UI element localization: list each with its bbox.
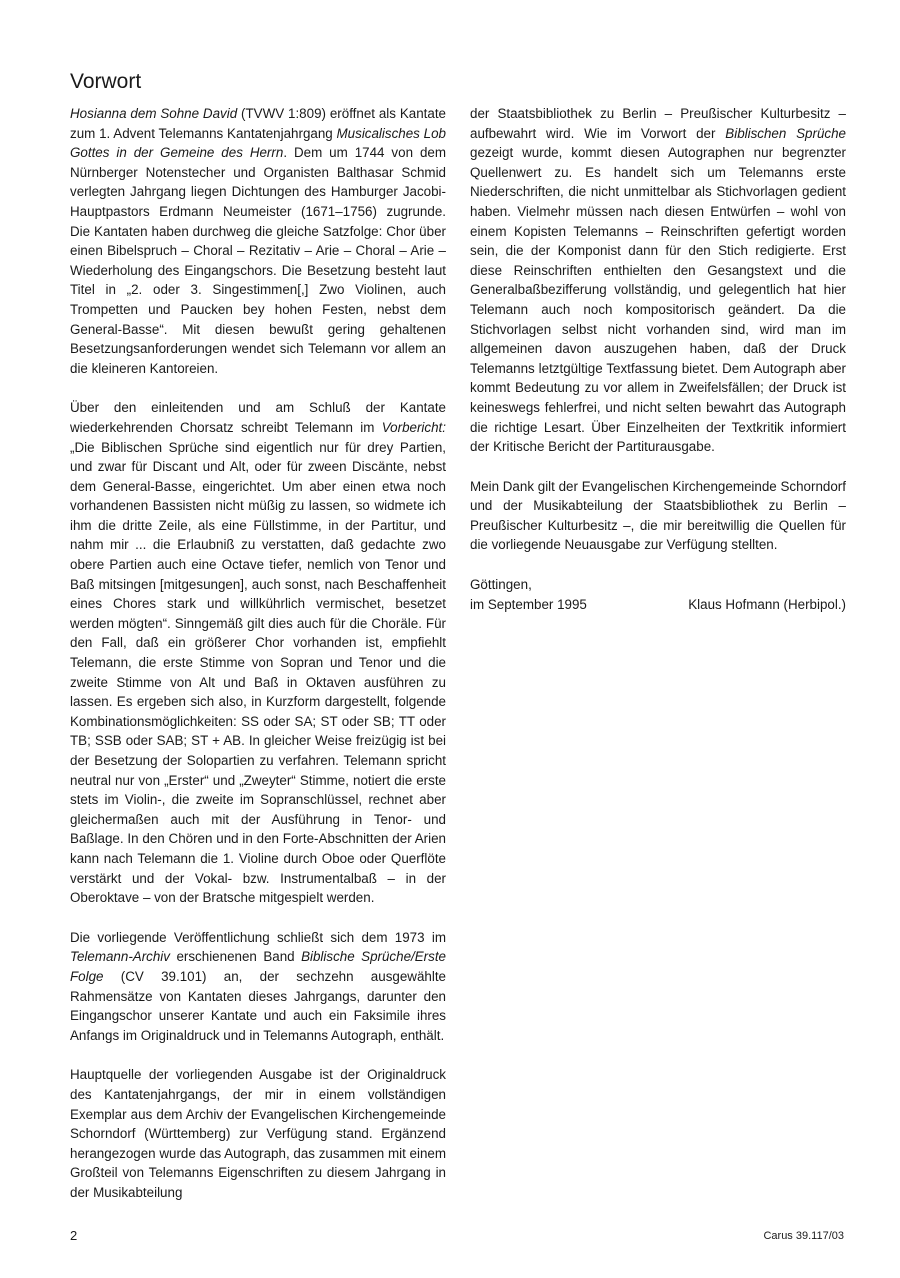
signoff-author: Klaus Hofmann (Herbipol.): [688, 596, 846, 612]
paragraph-sources: Hauptquelle der vorliegenden Ausgabe ist der Originaldruck des Kantatenjahrgangs, der mir in einem vollständigen Exemplar aus dem Archiv der Evangelischen Kirchengemeinde Schorndorf (Württemberg) zur Verfügung stand. Ergänzend herangezogen wurde das Autograph, das zusammen mit einem Großteil von Telemanns Eigenschriften zu diesem Jahrgang in der Musikabteilung: [70, 1067, 446, 1200]
page-title: Vorwort: [70, 70, 142, 93]
volume-ref: Biblische Sprüche/Erste Folge: [70, 949, 446, 984]
work-ref: Biblischen Sprüche: [725, 125, 846, 141]
signoff-date: im September 1995: [470, 596, 587, 612]
vorbericht-ref: Vorbericht:: [381, 419, 446, 435]
paragraph-intro: Hosianna dem Sohne David (TVWV 1:809) eröffnet als Kantate zum 1. Advent Telemanns Kantatenjahrgang Musicalisches Lob Gottes in der Gemeine des Herrn. Dem um 1744 von dem Nürnberger Notenstecher und Organisten Balthasar Schmid verlegten Jahrgang liegen Dichtungen des Hamburger Jacobi-Hauptpastors Erdmann Neumeister (1671–1756) zugrunde. Die Kantaten haben durchweg die gleiche Satzfolge: Chor über einen Bibelspruch – Choral – Rezitativ – Arie – Choral – Arie – Wiederholung des Eingangschors. Die Besetzung besteht laut Titel in „2. oder 3. Singestimmen[,] Zwo Violinen, auch Trompetten und Paucken bey hohen Festen, nebst dem General-Basse“. Mit diesen bewußt gering gehaltenen Besetzungsanforderungen wendet sich Telemann vor allem an die kleineren Kantoreien.: [70, 106, 447, 376]
paragraph-publication: Die vorliegende Veröffentlichung schließt sich dem 1973 im Telemann-Archiv erschienenen Band Biblische Sprüche/Erste Folge (CV 39.101) an, der sechzehn ausgewählte Rahmensätze von Kantaten dieses Jahrgangs, darunter den Eingangschor unserer Kantate und auch ein Faksimile ihres Anfangs im Originaldruck und in Telemanns Autograph, enthält.: [70, 929, 446, 1043]
paragraph-autograph: der Staatsbibliothek zu Berlin – Preußischer Kulturbesitz – aufbewahrt wird. Wie im Vorwort der Biblischen Sprüche gezeigt wurde, kommt diesen Autographen nur begrenzter Quellenwert zu. Es handelt sich um Telemanns erste Niederschriften, die nicht unmittelbar als Stichvorlagen gedient haben. Vielmehr müssen nach diesen Entwürfen – wohl von einem Kopisten Telemanns – Reinschriften gefertigt worden sein, die der Komponist dann für den Stich redigierte. Erst diese Reinschriften enthielten den Gesangstext und die Generalbaßbezifferung vollständig, und gelegentlich hat hier Telemann auch noch kompositorisch geändert. Da die Stichvorlagen selbst nicht vorhanden sind, wird man im allgemeinen davon auszugehen haben, daß der Druck Telemanns letztgültige Textfassung bietet. Dem Autograph aber kommt Bedeutung zu vor allem in Zweifelsfällen; der Druck ist keineswegs fehlerfrei, und nicht selten bewahrt das Autograph die richtige Lesart. Über Einzelheiten der Textkritik informiert der Kritische Bericht der Partiturausgabe.: [470, 106, 846, 455]
signoff-row: [470, 595, 846, 615]
paragraph-chorsatz: Über den einleitenden und am Schluß der Kantate wiederkehrenden Chorsatz schreibt Telemann im Vorbericht: „Die Biblischen Sprüche sind eigentlich nur für drey Partien, und zwar für Discant und Alt, oder für zween Discänte, nebst dem General-Basse, eingerichtet. Um aber einen etwa noch vorhandenen Bassisten nicht müßig zu lassen, so widmete ich ihm die dritte Zeile, als eine Füllstimme, in der Partitur, und nahm mir ... die Erlaubniß zu verstatten, daß gedachte zwo obere Partien auch eine Octave tiefer, nemlich von Tenor und Baß mitsingen [mitgesungen], auch sonst, nach Beschaffenheit eines Chores stark und willkührlich vermischet, besetzet werden mögten“. Sinngemäß gilt dies auch für die Choräle. Für den Fall, daß ein größerer Chor vorhanden ist, empfiehlt Telemann, die erste Stimme von Sopran und Tenor und die zweite Stimme von Alt und Baß in Oktaven ausführen zu lassen. Es ergeben sich also, in Kurzform dargestellt, folgende Kombinationsmöglichkeiten: SS oder SA; ST oder SB; TT oder TB; SSB oder SAB; ST + AB. In gleicher Weise freizügig ist bei der Besetzung der Solopartien zu verfahren. Telemann spricht neutral nur von „Erster“ und „Zweyter“ Stimme, notiert die erste stets im Violin-, die zweite im Sopranschlüssel, rechnet aber gleichermaßen auch mit der Ausführung in Tenor- und Baßlage. In den Chören und in den Forte-Abschnitten der Arien kann nach Telemann die 1. Violine durch Oboe oder Querflöte verstärkt und der Vokal- bzw. Instrumentalbaß – in der Oberoktave – von der Bratsche mitgespielt werden.: [70, 400, 446, 906]
left-column: [70, 104, 446, 1222]
archive-ref: Telemann-Archiv: [70, 949, 170, 965]
page-number: 2: [70, 1228, 78, 1243]
signoff-place: Göttingen,: [470, 577, 532, 593]
cycle-title: Musicalisches Lob Gottes in der Gemeine des Herrn: [70, 125, 446, 161]
paragraph-thanks: Mein Dank gilt der Evangelischen Kirchengemeinde Schorndorf und der Musikabteilung der Staatsbibliothek zu Berlin – Preußischer Kulturbesitz –, die mir bereitwillig die Quellen für die vorliegende Neuausgabe zur Verfügung stellten.: [470, 478, 846, 553]
work-title: Hosianna dem Sohne David: [70, 106, 238, 121]
right-column: [470, 104, 846, 614]
catalog-number: Carus 39.117/03: [763, 1230, 844, 1242]
signoff: [470, 575, 846, 614]
